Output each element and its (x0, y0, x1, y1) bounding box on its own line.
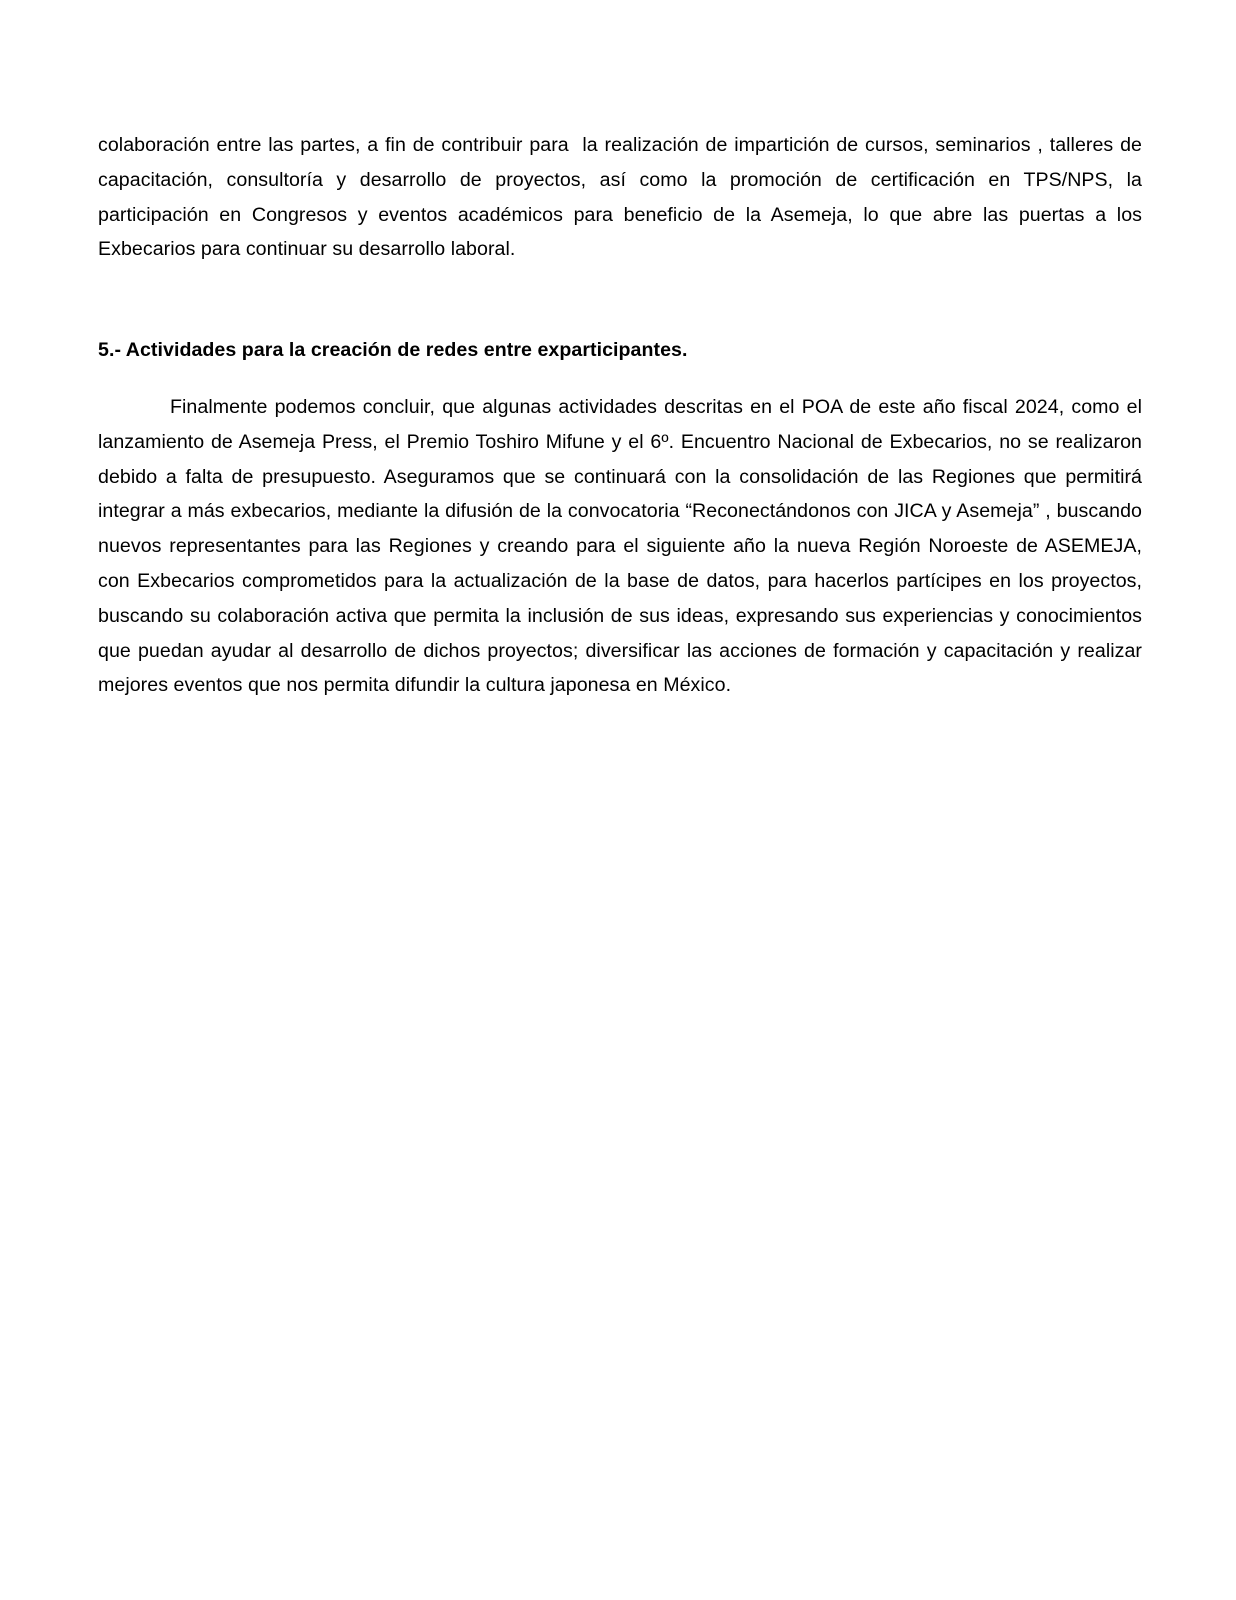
section-spacer-above-heading (98, 267, 1142, 333)
document-content (98, 128, 1148, 703)
section-heading-5: 5.- Actividades para la creación de redes entre exparticipantes. (98, 339, 688, 362)
body-paragraph-continued: colaboración entre las partes, a fin de contribuir para la realización de impartición de cursos, seminarios , talleres de capacitación, consultoría y desarrollo de proyectos, así como la promoción de certificación en TPS/NPS, la participación en Congresos y eventos académicos para beneficio de la Asemeja, lo que abre las puertas a los Exbecarios para continuar su desarrollo laboral. (98, 134, 1148, 261)
body-paragraph-conclusion: Finalmente podemos concluir, que algunas actividades descritas en el POA de este año fiscal 2024, como el lanzamiento de Asemeja Press, el Premio Toshiro Mifune y el 6º. Encuentro Nacional de Exbecarios, no se realizaron debido a falta de presupuesto. Aseguramos que se continuará con la consolidación de las Regiones que permitirá integrar a más exbecarios, mediante la difusión de la convocatoria “Reconectándonos con JICA y Asemeja” , buscando nuevos representantes para las Regiones y creando para el siguiente año la nueva Región Noroeste de ASEMEJA, con Exbecarios comprometidos para la actualización de la base de datos, para hacerlos partícipes en los proyectos, buscando su colaboración activa que permita la inclusión de sus ideas, expresando sus experiencias y conocimientos que puedan ayudar al desarrollo de dichos proyectos; diversificar las acciones de formación y capacitación y realizar mejores eventos que nos permita difundir la cultura japonesa en México. (98, 395, 1148, 697)
section-spacer-below-heading (98, 368, 1142, 390)
